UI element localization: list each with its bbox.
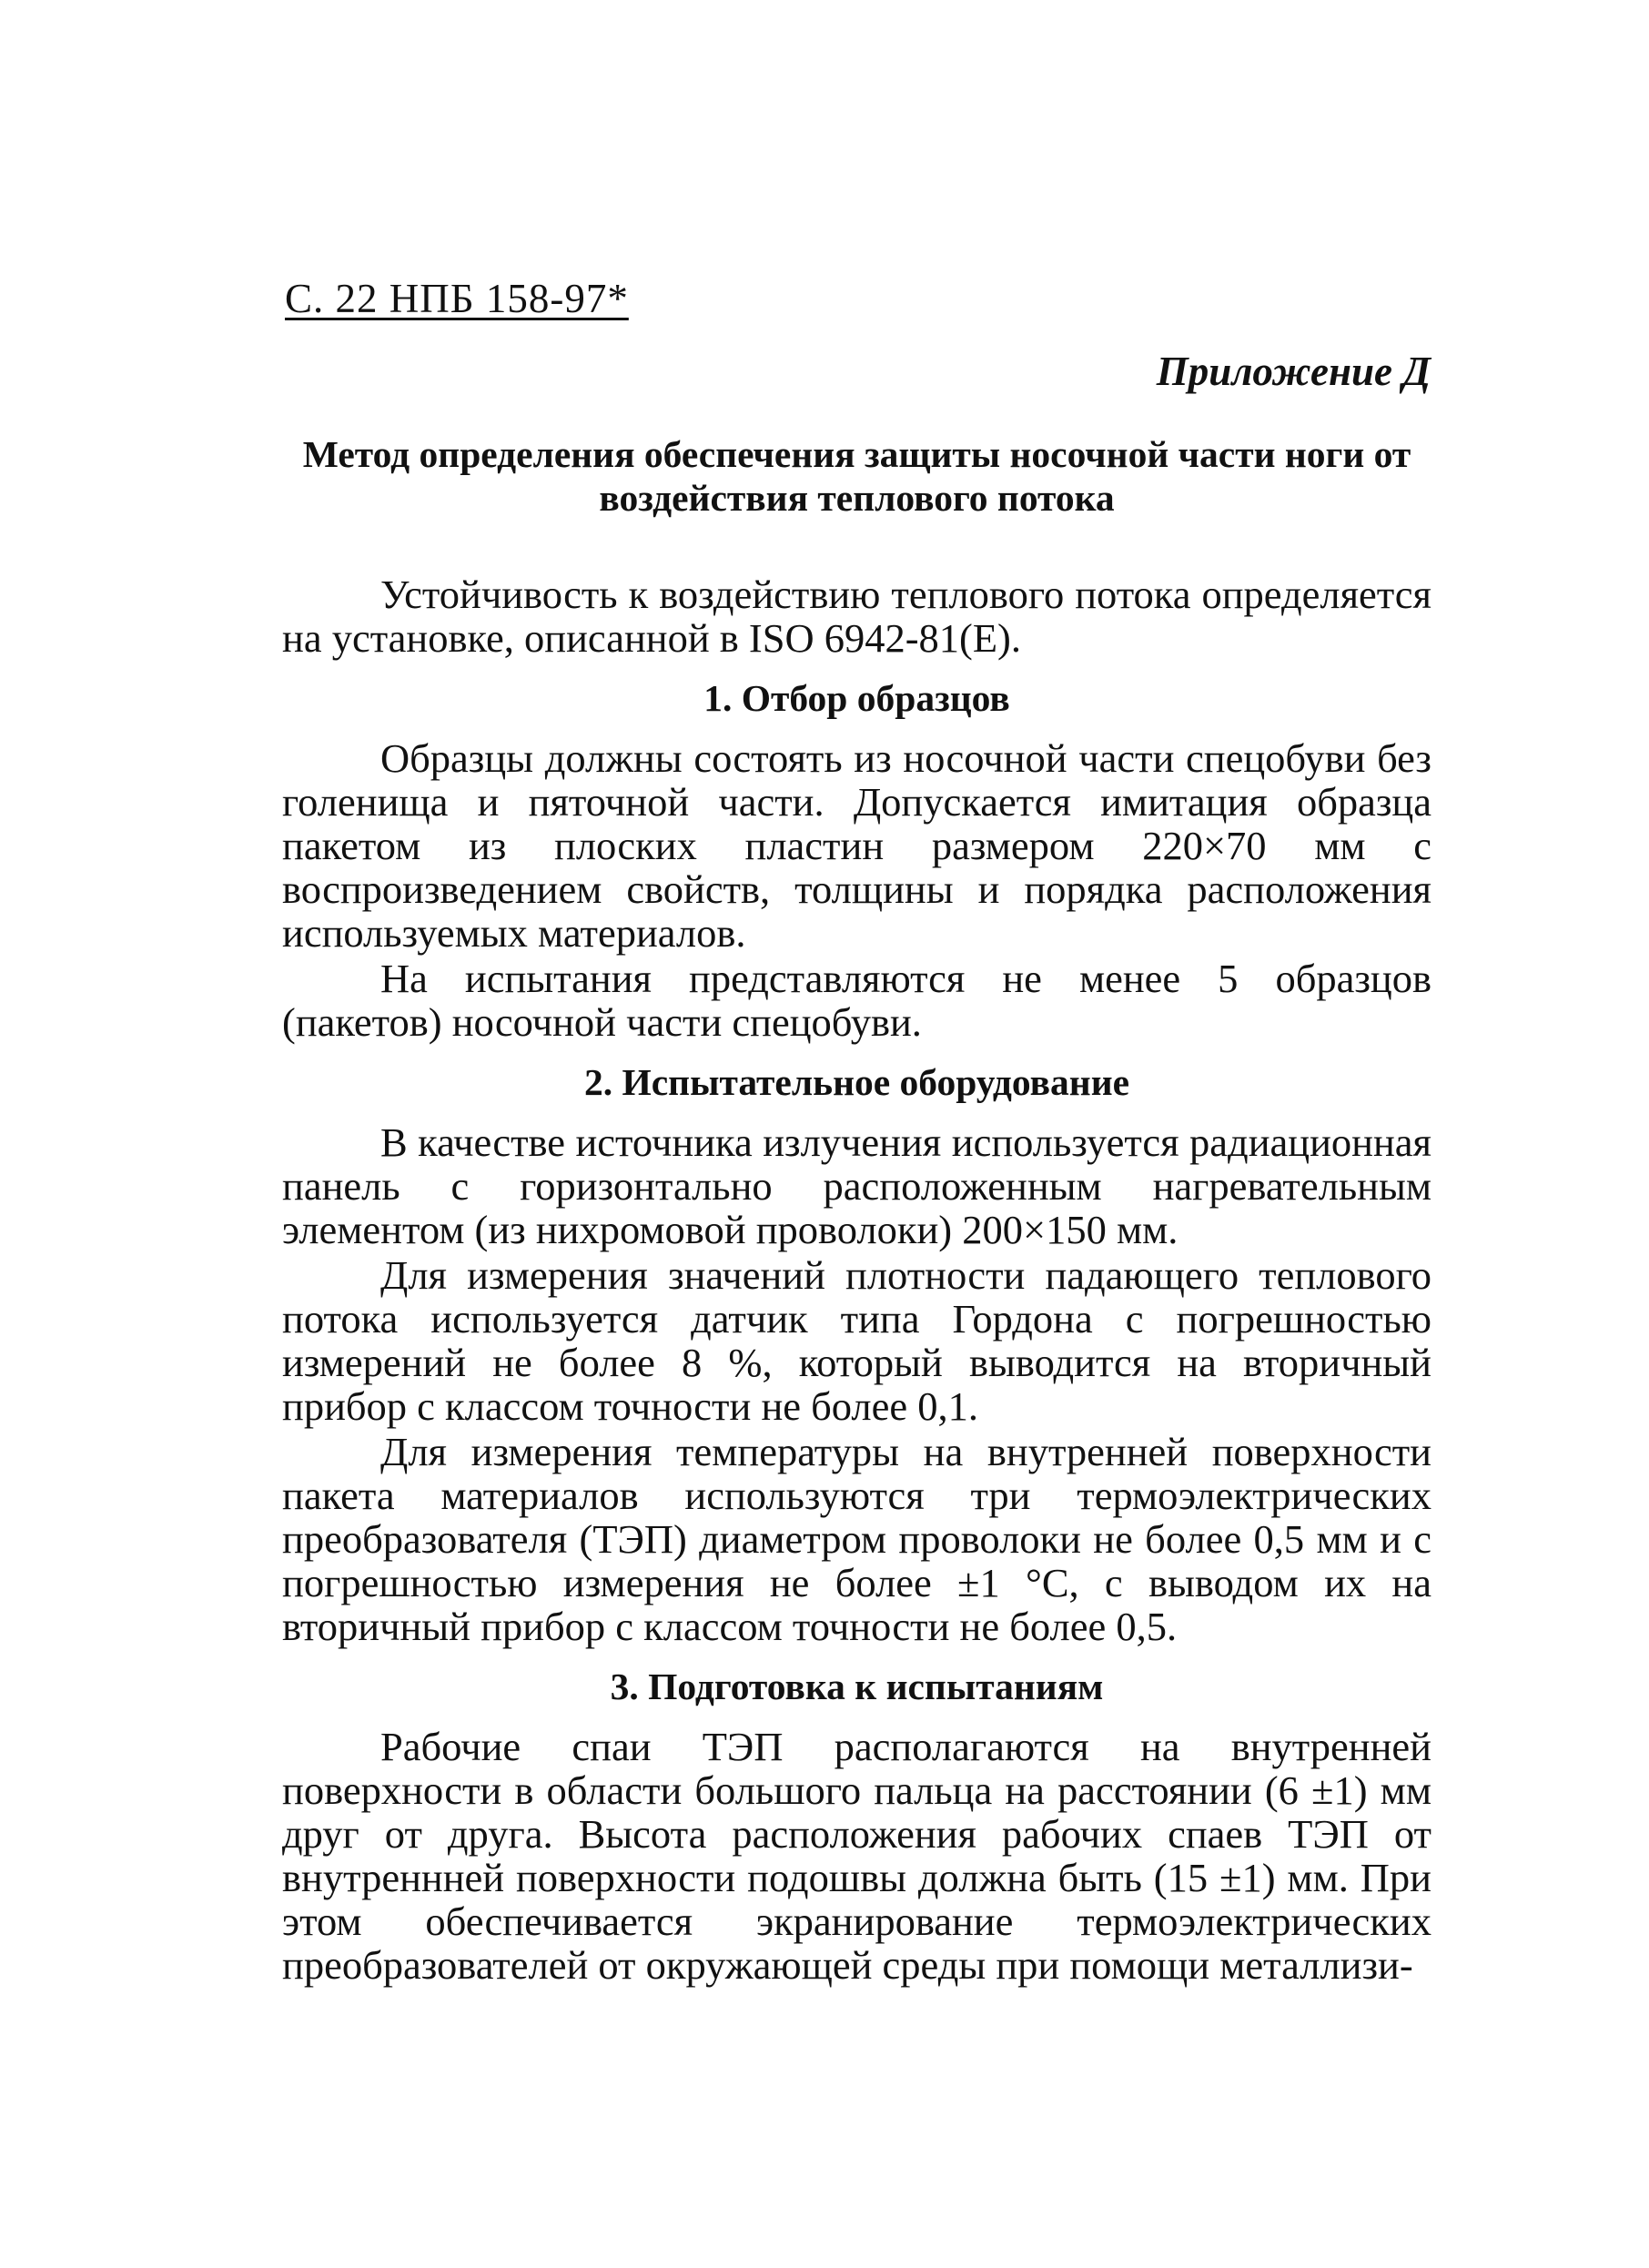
paragraph: Рабочие спаи ТЭП располагаются на внутренней поверхности в области большого пальца на расстоянии (6 ±1) мм друг от друга. Высота расположения рабочих спаев ТЭП от внутреннней поверхности подошвы должна быть (15 ±1) мм. При этом обеспечивается экранирование термоэлектрических преобразователей от окружающей среды при помощи металлизи-: [282, 1724, 1431, 1988]
section-sampling: [282, 676, 1431, 1044]
appendix-label: Приложение Д: [1156, 349, 1431, 394]
paragraph: Образцы должны состоять из носочной части спецобуви без голенища и пяточной части. Допускается имитация образца пакетом из плоских пластин размером 220×70 мм с воспроизведением свойств, толщины и порядка расположения используемых материалов.: [282, 735, 1431, 956]
paragraph: В качестве источника излучения используется радиационная панель с горизонтально расположенным нагревательным элементом (из нихромовой проволоки) 200×150 мм.: [282, 1119, 1431, 1252]
page-header: С. 22 НПБ 158-97*: [285, 276, 629, 321]
intro-paragraph: Устойчивость к воздействию теплового потока определяется на установке, описанной в ISO 6942-81(E).: [282, 572, 1431, 661]
document-body: [282, 432, 1431, 1987]
paragraph: Для измерения температуры на внутренней поверхности пакета материалов используются три термоэлектрических преобразователя (ТЭП) диаметром проволоки не более 0,5 мм и с погрешностью измерения не более ±1 °С, с выводом их на вторичный прибор с классом точности не более 0,5.: [282, 1429, 1431, 1649]
document-title: Метод определения обеспечения защиты носочной части ноги от воздействия теплового потока: [302, 433, 1411, 519]
section-preparation: [282, 1665, 1431, 1987]
section-heading: 3. Подготовка к испытаниям: [610, 1666, 1104, 1707]
paragraph: На испытания представляются не менее 5 образцов (пакетов) носочной части спецобуви.: [282, 956, 1431, 1045]
section-heading: 2. Испытательное оборудование: [583, 1061, 1130, 1103]
section-heading: 1. Отбор образцов: [703, 677, 1010, 719]
section-equipment: [282, 1060, 1431, 1648]
paragraph: Для измерения значений плотности падающего теплового потока используется датчик типа Гордона с погрешностью измерений не более 8 %, который выводится на вторичный прибор с классом точности не более 0,1.: [282, 1252, 1431, 1429]
